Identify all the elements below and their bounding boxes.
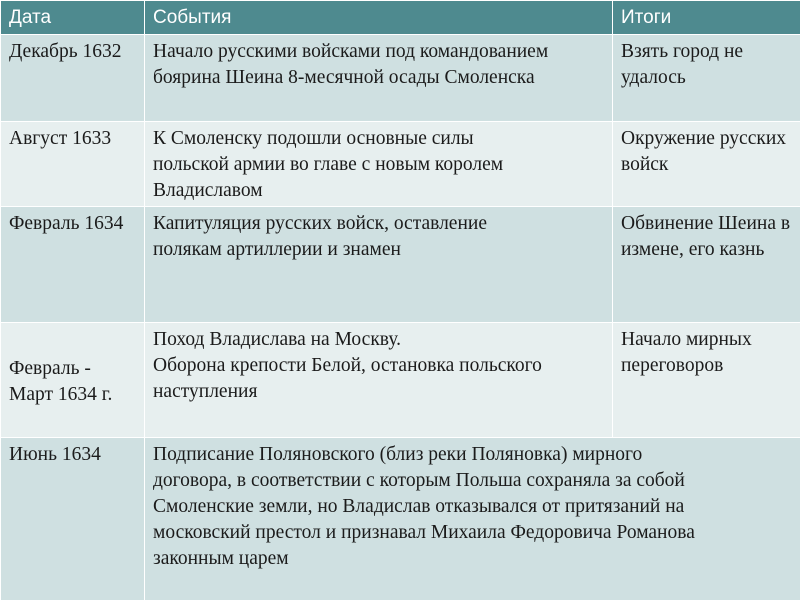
event-line: московский престол и признавал Михаила Федоровича Романова: [153, 520, 794, 546]
event-line: законным царем: [153, 546, 794, 572]
table-row: [1, 438, 800, 601]
table-row: [1, 35, 800, 122]
cell-events: [145, 35, 613, 122]
cell-events: [145, 323, 613, 438]
event-line: польской армии во главе с новым королем: [153, 152, 606, 178]
cell-date: Декабрь 1632: [1, 35, 145, 122]
cell-results: Начало мирных переговоров: [613, 323, 800, 438]
event-line: К Смоленску подошли основные силы: [153, 126, 606, 152]
event-line: Оборона крепости Белой, остановка польского: [153, 353, 606, 379]
cell-results: Обвинение Шеина в измене, его казнь: [613, 207, 800, 323]
event-line: Поход Владислава на Москву.: [153, 327, 606, 353]
event-line: Подписание Поляновского (близ реки Поляновка) мирного: [153, 442, 794, 468]
table-header-row: [1, 1, 800, 35]
cell-results: Взять город не удалось: [613, 35, 800, 122]
cell-date: Июнь 1634: [1, 438, 145, 601]
header-results: Итоги: [613, 1, 800, 35]
cell-events: [145, 438, 800, 601]
event-line: боярина Шеина 8-месячной осады Смоленска: [153, 65, 606, 91]
event-line: Начало русскими войсками под командованием: [153, 39, 606, 65]
cell-date: Февраль 1634: [1, 207, 145, 323]
header-events: События: [145, 1, 613, 35]
event-line: Капитуляция русских войск, оставление: [153, 211, 606, 237]
table-row: [1, 323, 800, 438]
cell-events: [145, 207, 613, 323]
cell-date: Февраль - Март 1634 г.: [1, 323, 145, 438]
event-line: Смоленские земли, но Владислав отказывался от притязаний на: [153, 494, 794, 520]
cell-events: [145, 122, 613, 207]
event-line: полякам артиллерии и знамен: [153, 237, 606, 263]
event-line: договора, в соответствии с которым Польша сохраняла за собой: [153, 468, 794, 494]
table-row: [1, 122, 800, 207]
table-row: [1, 207, 800, 323]
event-line: наступления: [153, 379, 606, 405]
header-date: Дата: [1, 1, 145, 35]
cell-date: Август 1633: [1, 122, 145, 207]
event-line: Владиславом: [153, 178, 606, 204]
cell-results: Окружение русских войск: [613, 122, 800, 207]
